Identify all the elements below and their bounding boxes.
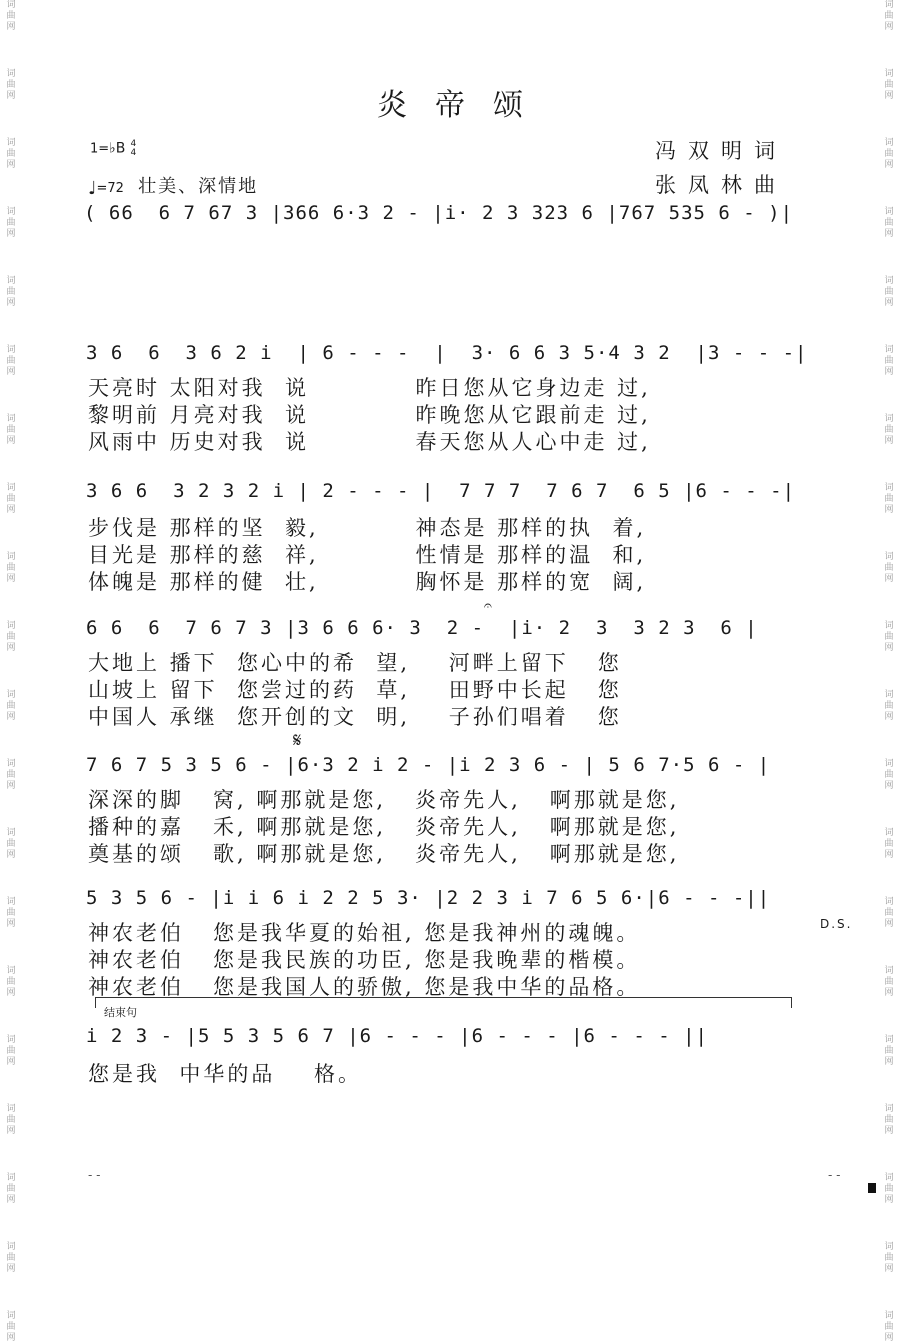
watermark-mark — [884, 897, 893, 930]
watermark-char: 曲 — [6, 11, 16, 21]
tempo-marking — [88, 172, 258, 199]
watermark-char: 词 — [6, 552, 16, 562]
watermark-char: 网 — [884, 1057, 894, 1067]
watermark-char: 词 — [884, 0, 894, 10]
lyric-row-4-verse-2: 播种的嘉 禾, 啊那就是您, 炎帝先人, 啊那就是您, — [88, 815, 680, 839]
watermark-mark — [6, 1035, 15, 1068]
watermark-mark — [6, 138, 15, 171]
watermark-char: 曲 — [6, 80, 16, 90]
lyricist: 冯双明词 — [655, 139, 787, 163]
watermark-mark — [6, 552, 15, 585]
watermark-char: 曲 — [6, 977, 16, 987]
watermark-char: 网 — [884, 367, 894, 377]
watermark-char: 网 — [6, 643, 16, 653]
watermark-char: 词 — [884, 828, 894, 838]
watermark-char: 曲 — [6, 356, 16, 366]
watermark-mark — [6, 414, 15, 447]
watermark-char: 词 — [884, 966, 894, 976]
watermark-mark — [6, 0, 15, 33]
watermark-char: 网 — [6, 436, 16, 446]
watermark-char: 词 — [884, 1035, 894, 1045]
watermark-char: 网 — [6, 850, 16, 860]
watermark-char: 词 — [6, 1173, 16, 1183]
watermark-mark — [884, 828, 893, 861]
watermark-char: 网 — [6, 712, 16, 722]
notation-row-1: 3 6 6 3 6 2 i | 6 - - - | 3· 6 6 3 5·4 3 2 |3 - - -| — [86, 342, 808, 364]
footer-mark-left: - - — [88, 1168, 101, 1182]
watermark-char: 词 — [884, 1104, 894, 1114]
watermark-char: 词 — [884, 69, 894, 79]
watermark-mark — [884, 621, 893, 654]
watermark-char: 曲 — [884, 149, 894, 159]
lyric-row-1-verse-3: 风雨中 历史对我 说 春天您从人心中走 过, — [88, 430, 651, 454]
watermark-char: 词 — [6, 1104, 16, 1114]
watermark-char: 词 — [884, 138, 894, 148]
watermark-mark — [6, 207, 15, 240]
watermark-char: 词 — [884, 690, 894, 700]
watermark-char: 曲 — [6, 563, 16, 573]
watermark-mark — [884, 552, 893, 585]
watermark-char: 曲 — [6, 1046, 16, 1056]
watermark-char: 网 — [884, 229, 894, 239]
watermark-char: 曲 — [884, 287, 894, 297]
watermark-char: 曲 — [884, 770, 894, 780]
watermark-char: 曲 — [884, 356, 894, 366]
lyric-row-3-verse-2: 山坡上 留下 您尝过的药 草, 田野中长起 您 — [88, 678, 622, 702]
key-flat: ♭B — [109, 140, 126, 157]
watermark-char: 网 — [884, 1333, 894, 1343]
watermark-char: 网 — [884, 1195, 894, 1205]
watermark-char: 词 — [884, 276, 894, 286]
coda-bracket — [95, 997, 792, 1008]
watermark-char: 曲 — [6, 1253, 16, 1263]
watermark-char: 网 — [884, 919, 894, 929]
time-signature — [131, 140, 137, 158]
watermark-char: 曲 — [6, 701, 16, 711]
watermark-char: 网 — [884, 643, 894, 653]
watermark-char: 词 — [6, 207, 16, 217]
watermark-char: 网 — [884, 988, 894, 998]
watermark-char: 词 — [6, 897, 16, 907]
watermark-mark — [6, 1173, 15, 1206]
watermark-char: 网 — [884, 712, 894, 722]
watermark-char: 词 — [884, 414, 894, 424]
watermark-char: 网 — [884, 1264, 894, 1274]
watermark-char: 曲 — [6, 770, 16, 780]
watermark-mark — [6, 483, 15, 516]
watermark-char: 曲 — [884, 701, 894, 711]
lyric-row-5-verse-1: 神农老伯 您是我华夏的始祖, 您是我神州的魂魄。 — [88, 921, 641, 945]
watermark-char: 网 — [884, 160, 894, 170]
watermark-char: 网 — [884, 22, 894, 32]
fermata-mark: 𝄐 — [484, 598, 492, 614]
footer-mark-right: - - — [828, 1168, 841, 1182]
watermark-char: 词 — [884, 1311, 894, 1321]
credits — [655, 134, 815, 202]
watermark-char: 曲 — [6, 494, 16, 504]
watermark-char: 网 — [6, 91, 16, 101]
notation-row-2: 3 6 6 3 2 3 2 i | 2 - - - | 7 7 7 7 6 7 6 5 |6 - - -| — [86, 480, 796, 502]
watermark-char: 曲 — [884, 908, 894, 918]
lyric-row-4-verse-3: 奠基的颂 歌, 啊那就是您, 炎帝先人, 啊那就是您, — [88, 842, 680, 866]
lyric-row-2-verse-1: 步伐是 那样的坚 毅, 神态是 那样的执 着, — [88, 516, 647, 540]
watermark-char: 网 — [6, 160, 16, 170]
watermark-mark — [6, 1242, 15, 1275]
watermark-char: 词 — [6, 621, 16, 631]
watermark-char: 词 — [6, 414, 16, 424]
lyric-row-4-verse-1: 深深的脚 窝, 啊那就是您, 炎帝先人, 啊那就是您, — [88, 788, 680, 812]
watermark-char: 网 — [884, 298, 894, 308]
watermark-char: 词 — [884, 1242, 894, 1252]
watermark-char: 网 — [6, 1126, 16, 1136]
watermark-mark — [884, 276, 893, 309]
composer: 张凤林曲 — [655, 173, 787, 197]
lyric-row-3-verse-3: 中国人 承继 您开创的文 明, 子孙们唱着 您 — [88, 705, 622, 729]
meter-bottom: 4 — [130, 148, 137, 158]
watermark-char: 网 — [884, 574, 894, 584]
watermark-char: 曲 — [884, 1184, 894, 1194]
watermark-char: 曲 — [884, 494, 894, 504]
watermark-char: 词 — [6, 1311, 16, 1321]
tempo-value: =72 — [96, 181, 124, 196]
notation-row-4: 7 6 7 5 3 5 6 - |6·3 2 i 2 - |i 2 3 6 - | 5 6 7·5 6 - | — [86, 754, 771, 776]
watermark-mark — [884, 1242, 893, 1275]
watermark-char: 网 — [884, 505, 894, 515]
watermark-mark — [884, 1104, 893, 1137]
watermark-char: 词 — [6, 69, 16, 79]
watermark-mark — [884, 414, 893, 447]
watermark-char: 词 — [884, 1173, 894, 1183]
watermark-char: 曲 — [6, 218, 16, 228]
meter-top: 4 — [130, 139, 137, 149]
watermark-char: 曲 — [884, 632, 894, 642]
segno-mark: 𝄋 — [293, 728, 302, 752]
watermark-mark — [6, 966, 15, 999]
watermark-char: 词 — [6, 690, 16, 700]
lyric-row-3-verse-1: 大地上 播下 您心中的希 望, 河畔上留下 您 — [88, 651, 622, 675]
watermark-char: 曲 — [884, 1046, 894, 1056]
lyric-row-1-verse-2: 黎明前 月亮对我 说 昨晚您从它跟前走 过, — [88, 403, 651, 427]
watermark-char: 词 — [6, 759, 16, 769]
watermark-char: 网 — [6, 919, 16, 929]
watermark-mark — [884, 1035, 893, 1068]
intro-notation: ( 66 6 7 67 3 |366 6·3 2 - |i· 2 3 323 6 |767 535 6 - )| — [84, 202, 794, 224]
watermark-mark — [6, 1311, 15, 1344]
watermark-char: 曲 — [884, 1115, 894, 1125]
right-watermark-strip — [880, 0, 898, 1343]
watermark-char: 词 — [884, 621, 894, 631]
watermark-char: 网 — [6, 1057, 16, 1067]
watermark-char: 曲 — [884, 80, 894, 90]
watermark-char: 曲 — [6, 1322, 16, 1332]
watermark-char: 网 — [6, 1195, 16, 1205]
watermark-char: 词 — [884, 897, 894, 907]
watermark-char: 词 — [884, 207, 894, 217]
watermark-char: 曲 — [884, 1253, 894, 1263]
watermark-char: 网 — [6, 229, 16, 239]
page-corner-mark — [868, 1183, 876, 1193]
watermark-char: 网 — [6, 988, 16, 998]
watermark-mark — [6, 345, 15, 378]
watermark-char: 曲 — [884, 11, 894, 21]
watermark-char: 曲 — [884, 1322, 894, 1332]
lyric-row-5-verse-3: 神农老伯 您是我国人的骄傲, 您是我中华的品格。 — [88, 975, 641, 999]
watermark-char: 词 — [6, 138, 16, 148]
coda-label: 结束句 — [104, 1006, 137, 1019]
watermark-mark — [884, 207, 893, 240]
lyric-row-1-verse-1: 天亮时 太阳对我 说 昨日您从它身边走 过, — [88, 376, 651, 400]
watermark-mark — [884, 0, 893, 33]
left-watermark-strip — [2, 0, 20, 1343]
lyric-row-5-verse-2: 神农老伯 您是我民族的功臣, 您是我晚辈的楷模。 — [88, 948, 641, 972]
watermark-mark — [884, 966, 893, 999]
watermark-char: 网 — [6, 22, 16, 32]
watermark-mark — [884, 138, 893, 171]
watermark-mark — [884, 345, 893, 378]
notation-coda: i 2 3 - |5 5 3 5 6 7 |6 - - - |6 - - - |6 - - - || — [86, 1025, 708, 1047]
watermark-mark — [884, 1173, 893, 1206]
song-title: 炎帝颂 — [377, 88, 551, 123]
watermark-char: 曲 — [6, 1115, 16, 1125]
watermark-char: 网 — [6, 574, 16, 584]
watermark-mark — [6, 828, 15, 861]
watermark-mark — [6, 759, 15, 792]
watermark-char: 网 — [884, 436, 894, 446]
watermark-char: 词 — [884, 552, 894, 562]
watermark-char: 曲 — [6, 287, 16, 297]
lyric-coda: 您是我 中华的品 格。 — [88, 1062, 363, 1086]
watermark-char: 曲 — [884, 977, 894, 987]
notation-row-5: 5 3 5 6 - |i i 6 i 2 2 5 3· |2 2 3 i 7 6 5 6·|6 - - -|| — [86, 887, 771, 909]
quarter-note-icon: ♩ — [88, 178, 97, 199]
expression-marking: 壮美、深情地 — [138, 176, 259, 197]
watermark-char: 网 — [6, 298, 16, 308]
watermark-char: 词 — [6, 1035, 16, 1045]
watermark-char: 词 — [6, 345, 16, 355]
watermark-mark — [6, 621, 15, 654]
watermark-mark — [6, 276, 15, 309]
lyric-row-2-verse-3: 体魄是 那样的健 壮, 胸怀是 那样的宽 阔, — [88, 570, 647, 594]
watermark-char: 词 — [884, 483, 894, 493]
watermark-char: 曲 — [884, 218, 894, 228]
watermark-char: 网 — [884, 781, 894, 791]
watermark-char: 网 — [884, 850, 894, 860]
watermark-char: 曲 — [884, 425, 894, 435]
watermark-char: 曲 — [6, 839, 16, 849]
watermark-char: 词 — [6, 828, 16, 838]
watermark-char: 词 — [6, 966, 16, 976]
watermark-char: 网 — [884, 91, 894, 101]
watermark-char: 曲 — [6, 425, 16, 435]
watermark-char: 词 — [6, 483, 16, 493]
watermark-mark — [884, 483, 893, 516]
watermark-char: 词 — [6, 1242, 16, 1252]
watermark-char: 词 — [884, 759, 894, 769]
watermark-mark — [884, 759, 893, 792]
watermark-char: 词 — [6, 276, 16, 286]
watermark-char: 词 — [884, 345, 894, 355]
watermark-mark — [884, 1311, 893, 1344]
notation-row-3: 6 6 6 7 6 7 3 |3 6 6 6· 3 2 - |i· 2 3 3 2 3 6 | — [86, 617, 758, 639]
watermark-char: 曲 — [884, 839, 894, 849]
watermark-char: 网 — [884, 1126, 894, 1136]
lyric-row-2-verse-2: 目光是 那样的慈 祥, 性情是 那样的温 和, — [88, 543, 647, 567]
watermark-char: 网 — [6, 1264, 16, 1274]
watermark-mark — [6, 690, 15, 723]
watermark-char: 曲 — [884, 563, 894, 573]
watermark-char: 词 — [6, 0, 16, 10]
watermark-char: 网 — [6, 367, 16, 377]
watermark-char: 网 — [6, 1333, 16, 1343]
watermark-mark — [6, 1104, 15, 1137]
watermark-char: 网 — [6, 505, 16, 515]
watermark-char: 曲 — [6, 632, 16, 642]
key-signature — [90, 140, 136, 158]
ds-mark: D.S. — [820, 917, 853, 931]
watermark-char: 曲 — [6, 908, 16, 918]
watermark-mark — [6, 897, 15, 930]
watermark-char: 曲 — [6, 149, 16, 159]
watermark-char: 网 — [6, 781, 16, 791]
watermark-mark — [884, 690, 893, 723]
key-label: 1= — [90, 141, 110, 157]
watermark-char: 曲 — [6, 1184, 16, 1194]
